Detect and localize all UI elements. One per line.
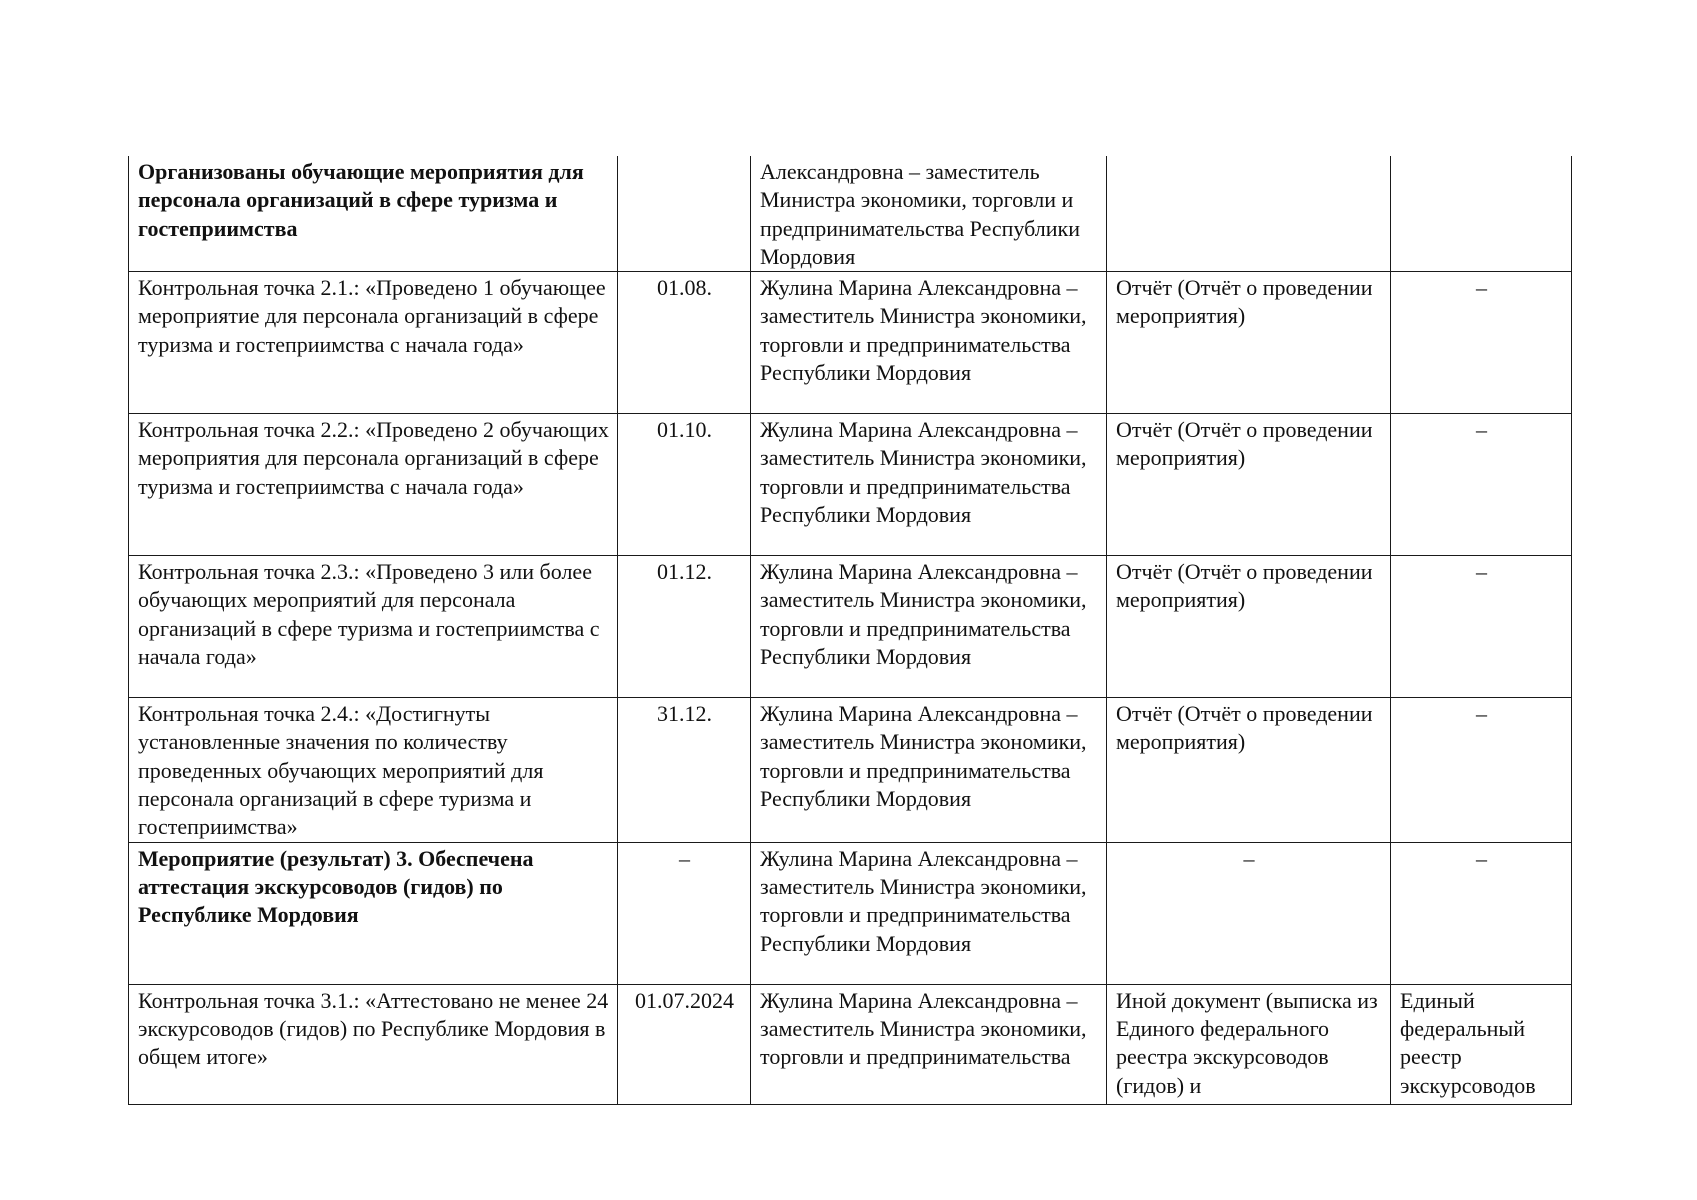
- document-cell: Отчёт (Отчёт о проведении мероприятия): [1107, 272, 1391, 414]
- responsible-cell: Жулина Марина Александровна – заместитель Министра экономики, торговли и предпринимательства Республики Мордовия: [751, 272, 1107, 414]
- information-system-cell: [1391, 156, 1572, 272]
- information-system-cell: –: [1391, 842, 1572, 984]
- deadline-cell: [618, 156, 751, 272]
- information-system-cell: –: [1391, 272, 1572, 414]
- responsible-cell: Жулина Марина Александровна – заместитель Министра экономики, торговли и предпринимательства Республики Мордовия: [751, 414, 1107, 556]
- event-title-cell: Контрольная точка 2.1.: «Проведено 1 обучающее мероприятие для персонала организаций в сфере туризма и гостеприимства с начала года»: [129, 272, 618, 414]
- event-title-cell: Мероприятие (результат) 3. Обеспечена аттестация экскурсоводов (гидов) по Республике Мордовия: [129, 842, 618, 984]
- responsible-cell: Жулина Марина Александровна – заместитель Министра экономики, торговли и предпринимательства Республики Мордовия: [751, 556, 1107, 698]
- event-title-cell: Организованы обучающие мероприятия для персонала организаций в сфере туризма и гостеприимства: [129, 156, 618, 272]
- information-system-cell: –: [1391, 556, 1572, 698]
- deadline-cell: 01.10.: [618, 414, 751, 556]
- table-row: [129, 842, 1572, 984]
- document-cell: Иной документ (выписка из Единого федерального реестра экскурсоводов (гидов) и: [1107, 984, 1391, 1104]
- event-title-cell: Контрольная точка 3.1.: «Аттестовано не менее 24 экскурсоводов (гидов) по Республике Мордовия в общем итоге»: [129, 984, 618, 1104]
- event-title-cell: Контрольная точка 2.4.: «Достигнуты установленные значения по количеству проведенных обучающих мероприятий для персонала организаций в сфере туризма и гостеприимства»: [129, 698, 618, 842]
- document-cell: Отчёт (Отчёт о проведении мероприятия): [1107, 414, 1391, 556]
- deadline-cell: –: [618, 842, 751, 984]
- table-row: [129, 556, 1572, 698]
- document-cell: [1107, 156, 1391, 272]
- deadline-cell: 01.08.: [618, 272, 751, 414]
- event-title-cell: Контрольная точка 2.2.: «Проведено 2 обучающих мероприятия для персонала организаций в сфере туризма и гостеприимства с начала года»: [129, 414, 618, 556]
- table-row: [129, 272, 1572, 414]
- deadline-cell: 01.07.2024: [618, 984, 751, 1104]
- information-system-cell: –: [1391, 698, 1572, 842]
- table-row: [129, 984, 1572, 1104]
- responsible-cell: Жулина Марина Александровна – заместитель Министра экономики, торговли и предпринимательства: [751, 984, 1107, 1104]
- deadline-cell: 31.12.: [618, 698, 751, 842]
- responsible-cell: Жулина Марина Александровна – заместитель Министра экономики, торговли и предпринимательства Республики Мордовия: [751, 842, 1107, 984]
- table-row: [129, 156, 1572, 272]
- document-cell: –: [1107, 842, 1391, 984]
- information-system-cell: Единый федеральный реестр экскурсоводов: [1391, 984, 1572, 1104]
- responsible-cell: Александровна – заместитель Министра экономики, торговли и предпринимательства Республики Мордовия: [751, 156, 1107, 272]
- document-cell: Отчёт (Отчёт о проведении мероприятия): [1107, 698, 1391, 842]
- deadline-cell: 01.12.: [618, 556, 751, 698]
- control-points-table: [128, 156, 1572, 1105]
- responsible-cell: Жулина Марина Александровна – заместитель Министра экономики, торговли и предпринимательства Республики Мордовия: [751, 698, 1107, 842]
- table-row: [129, 698, 1572, 842]
- information-system-cell: –: [1391, 414, 1572, 556]
- table-row: [129, 414, 1572, 556]
- event-title-cell: Контрольная точка 2.3.: «Проведено 3 или более обучающих мероприятий для персонала организаций в сфере туризма и гостеприимства с начала года»: [129, 556, 618, 698]
- document-cell: Отчёт (Отчёт о проведении мероприятия): [1107, 556, 1391, 698]
